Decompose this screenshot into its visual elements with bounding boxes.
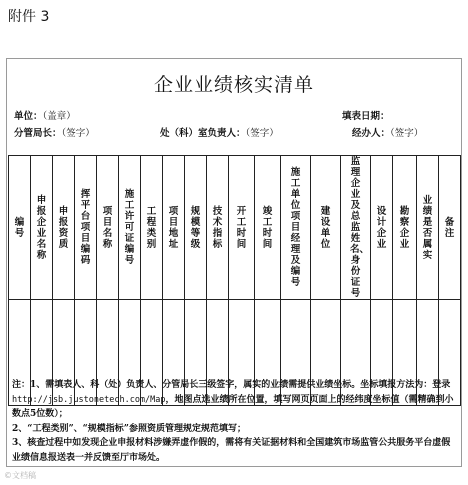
unit-label: 单位： [14,111,43,122]
note-1-text-a: 注：1、需填表人、科（处）负责人、分管局长三级签字，属实的业绩需提供业绩坐标。坐标填报方法为：登录 [12,380,451,390]
handler-field [352,125,423,139]
column-header: 监理企业及总监姓名、身份证号 [341,156,371,300]
fill-date-label: 填表日期： [342,111,390,122]
column-header: 勘察企业 [393,156,417,300]
unit-value: （盖章） [42,111,76,122]
column-header: 设计企业 [371,156,393,300]
column-header: 业绩是否属实 [417,156,439,300]
column-header: 项目名称 [97,156,119,300]
note-1-text-b: ，地图点选业绩所在位置，填写网页页面上的经纬度坐标值（需精确到小数点5位数）； [12,394,454,419]
header-row [9,156,461,300]
column-header: 竣工时间 [255,156,281,300]
column-header: 项目地址 [163,156,185,300]
unit-field [14,108,76,122]
note-3: 3、核查过程中如发现企业申报材料涉嫌弄虚作假的，需将有关证据材料和全国建筑市场监管公共服务平台虚假业绩信息报送表一并反馈至厅市场处。 [12,438,451,463]
column-header: 申报资质 [53,156,75,300]
column-header: 编号 [9,156,31,300]
notes-section [12,378,456,465]
column-header: 技术指标 [207,156,229,300]
column-header: 施工许可证编号 [119,156,141,300]
watermark: ©文档稿 [4,471,36,480]
branch-chief-value: （签字） [61,128,95,139]
column-header: 建设单位 [311,156,341,300]
column-header: 开工时间 [229,156,255,300]
column-header: 工程类别 [141,156,163,300]
column-header: 申报企业名称 [31,156,53,300]
column-header: 备注 [439,156,461,300]
note-2: 2、“工程类别”、“规模指标”参照资质管理规定规范填写； [12,423,246,434]
form-title: 企业业绩核实清单 [153,74,314,96]
office-head-value: （签字） [245,128,279,139]
branch-chief-label: 分管局长： [14,128,62,139]
verification-table [8,155,461,406]
note-1 [12,378,456,422]
attachment-label: 附件 3 [8,9,50,25]
branch-chief-field [14,125,95,139]
column-header: 挥平台项目编码 [75,156,97,300]
handler-value: （签字） [390,128,424,139]
office-head-label: 处（科）室负责人： [160,128,246,139]
office-head-field [160,125,279,139]
handler-label: 经办人： [352,128,391,139]
column-header: 规模等级 [185,156,207,300]
map-link[interactable]: http://jsb.justonetech.com/Map [12,394,166,405]
column-header: 施工单位项目经理及编号 [281,156,311,300]
